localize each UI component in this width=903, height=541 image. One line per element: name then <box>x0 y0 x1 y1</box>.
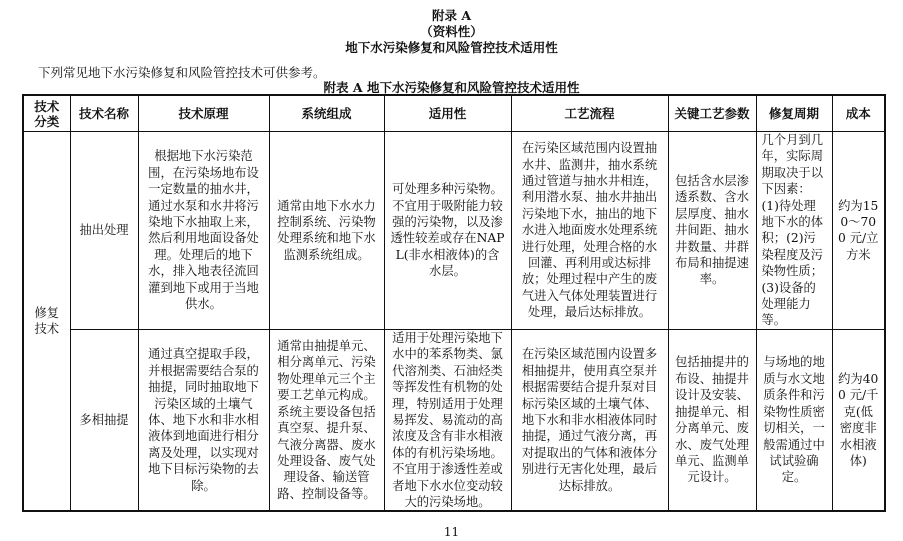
name-cell: 抽出处理 <box>70 132 138 330</box>
appendix-title: 附录 A <box>431 8 472 23</box>
params-cell: 包括抽提井的布设、抽提井设计及安装、抽提单元、相分离单元、废水、废气处理单元、监测单元设计。 <box>668 329 756 511</box>
intro-text: 下列常见地下水污染修复和风险管控技术可供参考。 <box>38 65 326 80</box>
params-cell: 包括含水层渗透系数、含水层厚度、抽水井间距、抽水井数量、井群布局和抽提速率。 <box>668 132 756 330</box>
period-cell: 几个月到几年，实际周期取决于以下因素：(1)待处理地下水的体积；(2)污染程度及污染物性质；(3)设备的处理能力等。 <box>756 132 832 330</box>
table-caption: 附表 A 地下水污染修复和风险管控技术适用性 <box>323 80 580 95</box>
cost-cell: 约为400 元/千克(低密度非水相液体) <box>832 329 885 511</box>
principle-cell: 通过真空提取手段，并根据需要结合泵的抽提，同时抽取地下污染区域的土壤气体、地下水和非水相液体到地面进行相分离及处理，以实现对地下目标污染物的去除。 <box>138 329 269 511</box>
appendix-heading: 地下水污染修复和风险管控技术适用性 <box>345 40 558 55</box>
header-name: 技术名称 <box>70 95 138 132</box>
applicability-cell: 可处理多种污染物。不宜用于吸附能力较强的污染物，以及渗透性较差或存在NAPL(非水相液体)的含水层。 <box>384 132 511 330</box>
page-number: 11 <box>443 525 460 539</box>
table-row <box>23 132 885 330</box>
process-cell: 在污染区域范围内设置抽水井、监测井，抽水系统通过管道与抽水井相连，利用潜水泵、抽水井抽出污染地下水，抽出的地下水进入地面废水处理系统进行处理，处理合格的水回灌、再利用或达标排放；处理过程中产生的废气进入气体处理装置进行处理，最后达标排放。 <box>511 132 668 330</box>
system-cell: 通常由地下水水力控制系统、污染物处理系统和地下水监测系统组成。 <box>269 132 384 330</box>
header-principle: 技术原理 <box>138 95 269 132</box>
table-row <box>23 329 885 511</box>
header-applicability: 适用性 <box>384 95 511 132</box>
header-params: 关键工艺参数 <box>668 95 756 132</box>
cost-cell: 约为150～700 元/立方米 <box>832 132 885 330</box>
header-period: 修复周期 <box>756 95 832 132</box>
principle-cell: 根据地下水污染范围，在污染场地布设一定数量的抽水井，通过水泵和水井将污染地下水抽取上来，然后利用地面设备处理。处理后的地下水，排入地表径流回灌到地下或用于当地供水。 <box>138 132 269 330</box>
header-system: 系统组成 <box>269 95 384 132</box>
technology-table <box>22 94 886 512</box>
period-cell: 与场地的地质与水文地质条件和污染物性质密切相关，一般需通过中试试验确定。 <box>756 329 832 511</box>
name-cell: 多相抽提 <box>70 329 138 511</box>
system-cell: 通常由抽提单元、相分离单元、污染物处理单元三个主要工艺单元构成。系统主要设备包括真空泵、提升泵、气液分离器、废水处理设备、废气处理设备、输送管路、控制设备等。 <box>269 329 384 511</box>
table-header-row <box>23 95 885 132</box>
header-process: 工艺流程 <box>511 95 668 132</box>
category-cell: 修复技术 <box>23 132 70 512</box>
appendix-subtitle: （资料性） <box>420 24 483 39</box>
header-cost: 成本 <box>832 95 885 132</box>
process-cell: 在污染区域范围内设置多相抽提井，使用真空泵并根据需要结合提升泵对目标污染区域的土壤气体、地下水和非水相液体同时抽提，通过气液分离，再对提取出的气体和液体分别进行无害化处理，最后达标排放。 <box>511 329 668 511</box>
applicability-cell: 适用于处理污染地下水中的苯系物类、氯代溶剂类、石油烃类等挥发性有机物的处理，特别适用于处理易挥发、易流动的高浓度及含有非水相液体的有机污染场地。不宜用于渗透性差或者地下水水位变动较大的污染场地。 <box>384 329 511 511</box>
header-category: 技术分类 <box>23 95 70 132</box>
